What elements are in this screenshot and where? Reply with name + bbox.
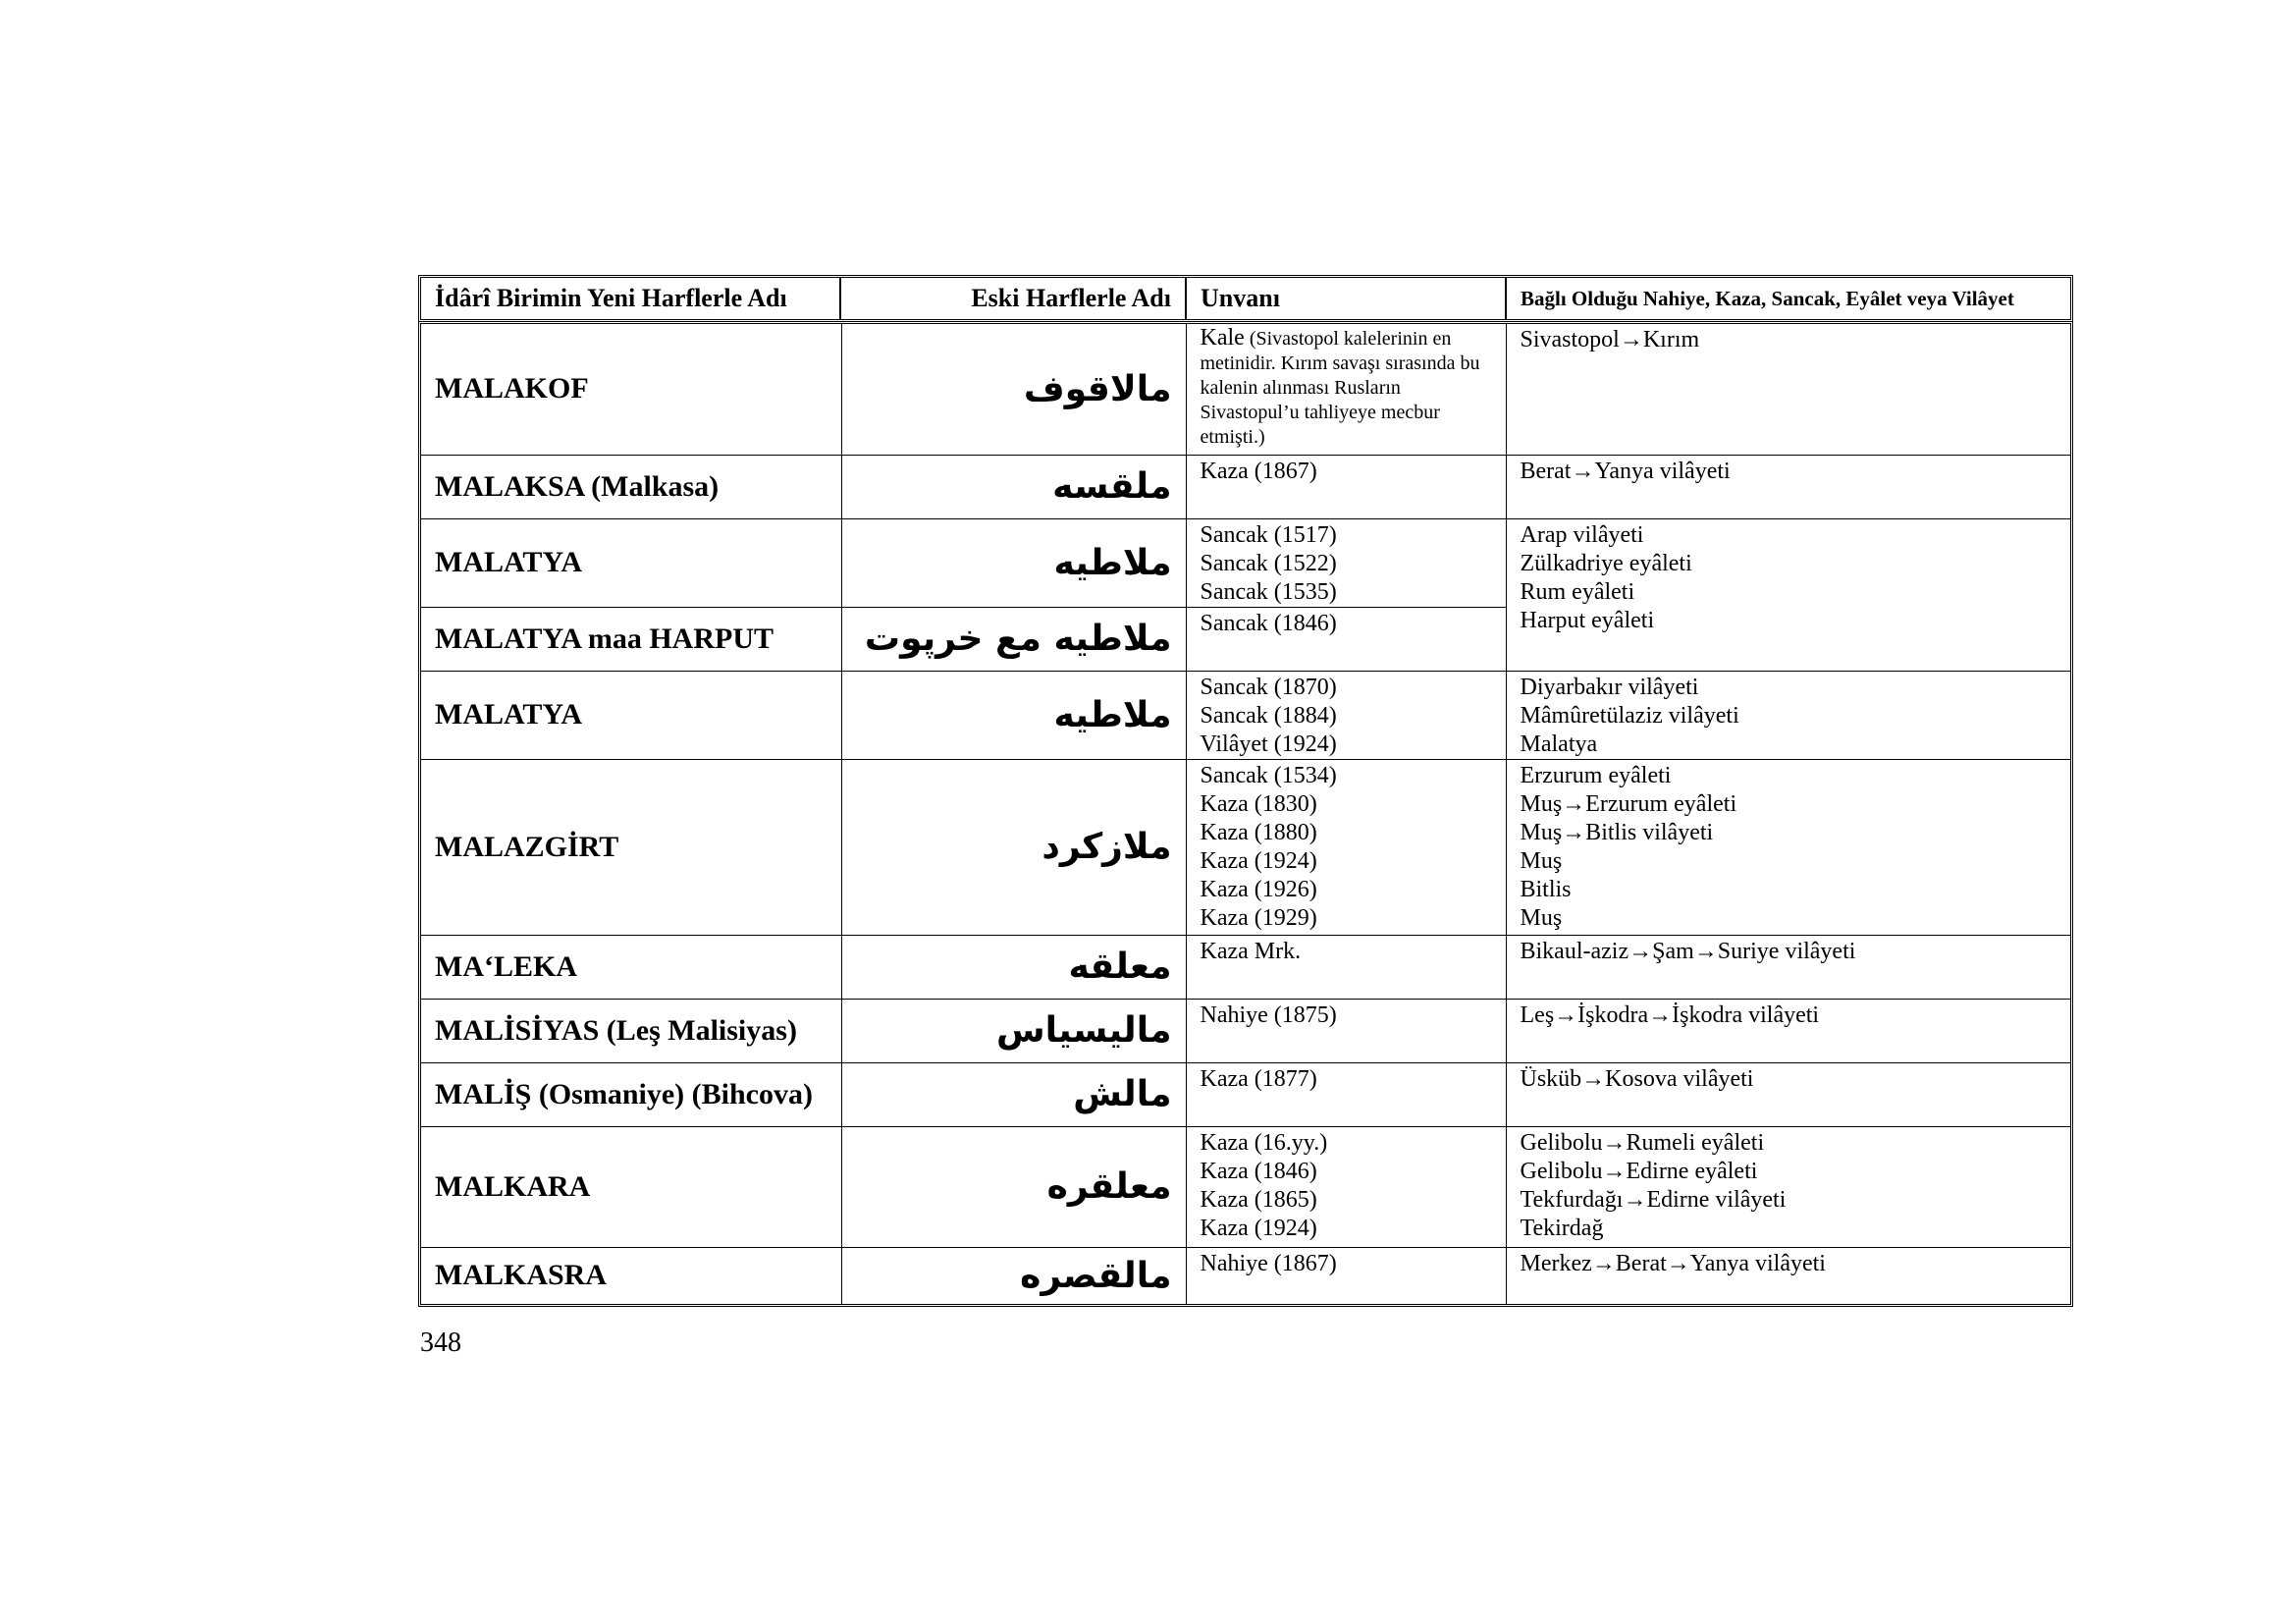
parent-line: Harput eyâleti bbox=[1520, 607, 1655, 633]
title-line: Sancak (1884) bbox=[1200, 702, 1337, 729]
header-title: Unvanı bbox=[1186, 278, 1506, 319]
title-line: Nahiye (1875) bbox=[1200, 1001, 1337, 1028]
old-name-cell: مالقصره bbox=[841, 1247, 1186, 1304]
old-name-cell: ملازكرد bbox=[841, 759, 1186, 935]
title-line: Sancak (1534) bbox=[1200, 762, 1337, 788]
parent-line: Malatya bbox=[1520, 731, 1598, 757]
parent-line: Sivastopol→Kırım bbox=[1520, 327, 1700, 352]
title-line: Kaza (1880) bbox=[1200, 819, 1317, 845]
new-name-cell: MALAKOF bbox=[421, 324, 841, 455]
parent-line: Gelibolu→Rumeli eyâleti bbox=[1520, 1129, 1765, 1156]
title-line: Sancak (1870) bbox=[1200, 674, 1337, 700]
new-name-cell: MALAKSA (Malkasa) bbox=[421, 455, 841, 518]
parent-line: Merkez→Berat→Yanya vilâyeti bbox=[1520, 1250, 1826, 1276]
table-row bbox=[421, 455, 2070, 518]
table-row bbox=[421, 671, 2070, 759]
parent-line: Bikaul-aziz→Şam→Suriye vilâyeti bbox=[1520, 938, 1856, 964]
parent-cell bbox=[1506, 759, 2070, 935]
title-line: Kaza (1846) bbox=[1200, 1158, 1317, 1184]
table-row bbox=[421, 1247, 2070, 1304]
title-line: Kaza (1924) bbox=[1200, 847, 1317, 874]
parent-line: Gelibolu→Edirne eyâleti bbox=[1520, 1158, 1758, 1184]
title-cell bbox=[1186, 671, 1506, 759]
title-line: Kaza (1929) bbox=[1200, 904, 1317, 931]
new-name-cell: MALKASRA bbox=[421, 1247, 841, 1304]
title-cell bbox=[1186, 1062, 1506, 1126]
new-name-cell: MALATYA bbox=[421, 518, 841, 607]
table-row bbox=[421, 999, 2070, 1062]
parent-cell bbox=[1506, 1062, 2070, 1126]
parent-line: Bitlis bbox=[1520, 876, 1572, 902]
title-cell bbox=[1186, 935, 1506, 999]
parent-line: Arap vilâyeti bbox=[1520, 521, 1644, 548]
parent-line: Tekirdağ bbox=[1520, 1215, 1604, 1241]
page-number: 348 bbox=[420, 1327, 461, 1358]
table-row bbox=[421, 1126, 2070, 1247]
new-name-cell: MALİŞ (Osmaniye) (Bihcova) bbox=[421, 1062, 841, 1126]
old-name-cell: ماليسياس bbox=[841, 999, 1186, 1062]
parent-line: Diyarbakır vilâyeti bbox=[1520, 674, 1699, 700]
parent-line: Leş→İşkodra→İşkodra vilâyeti bbox=[1520, 1001, 1820, 1028]
new-name-cell: MALKARA bbox=[421, 1126, 841, 1247]
title-cell bbox=[1186, 518, 1506, 607]
title-line: Vilâyet (1924) bbox=[1200, 731, 1337, 757]
new-name-cell: MALATYA bbox=[421, 671, 841, 759]
header-parent: Bağlı Olduğu Nahiye, Kaza, Sancak, Eyâlet veya Vilâyet bbox=[1521, 286, 2014, 310]
parent-line: Erzurum eyâleti bbox=[1520, 762, 1672, 788]
parent-line: Muş bbox=[1520, 847, 1563, 874]
title-line: Sancak (1846) bbox=[1200, 610, 1337, 636]
parent-line: Muş bbox=[1520, 904, 1563, 931]
parent-cell bbox=[1506, 324, 2070, 455]
title-line: Kaza (1865) bbox=[1200, 1186, 1317, 1213]
table-row bbox=[421, 518, 2070, 607]
header-new-name: İdârî Birimin Yeni Harflerle Adı bbox=[421, 278, 840, 319]
title-line: Kaza (1830) bbox=[1200, 790, 1317, 817]
new-name-cell: MALİSİYAS (Leş Malisiyas) bbox=[421, 999, 841, 1062]
parent-line: Rum eyâleti bbox=[1520, 578, 1635, 605]
parent-cell bbox=[1506, 1126, 2070, 1247]
new-name-cell: MALAZGİRT bbox=[421, 759, 841, 935]
table-row bbox=[421, 935, 2070, 999]
title-lead: Kale bbox=[1200, 325, 1245, 351]
header-old-name: Eski Harflerle Adı bbox=[840, 278, 1186, 319]
parent-line: Zülkadriye eyâleti bbox=[1520, 550, 1692, 576]
title-line: Kaza (1867) bbox=[1200, 458, 1317, 484]
title-line: Nahiye (1867) bbox=[1200, 1250, 1337, 1276]
title-cell bbox=[1186, 759, 1506, 935]
parent-line: Tekfurdağı→Edirne vilâyeti bbox=[1520, 1186, 1787, 1213]
parent-cell bbox=[1506, 999, 2070, 1062]
title-cell bbox=[1186, 324, 1506, 455]
title-line: Sancak (1522) bbox=[1200, 550, 1337, 576]
parent-cell bbox=[1506, 671, 2070, 759]
new-name-cell: MA‘LEKA bbox=[421, 935, 841, 999]
title-line: Sancak (1517) bbox=[1200, 521, 1337, 548]
parent-line: Üsküb→Kosova vilâyeti bbox=[1520, 1065, 1754, 1092]
table-row bbox=[421, 324, 2070, 455]
parent-line: Muş→Bitlis vilâyeti bbox=[1520, 819, 1714, 845]
title-cell bbox=[1186, 455, 1506, 518]
title-note: (Sivastopol kalelerinin en metinidir. Kırım savaşı sırasında bu kalenin alınması Rusların Sivastopul’u tahliyeye mecbur etmişti.) bbox=[1200, 328, 1480, 448]
title-line: Kaza (1926) bbox=[1200, 876, 1317, 902]
old-name-cell: مالاقوف bbox=[841, 324, 1186, 455]
parent-line: Mâmûretülaziz vilâyeti bbox=[1520, 702, 1739, 729]
title-line: Kaza (1877) bbox=[1200, 1065, 1317, 1092]
title-line: Sancak (1535) bbox=[1200, 578, 1337, 605]
title-line: Kaza Mrk. bbox=[1200, 938, 1302, 964]
title-line: Kaza (1924) bbox=[1200, 1215, 1317, 1241]
title-cell bbox=[1186, 1247, 1506, 1304]
old-name-cell: معلقره bbox=[841, 1126, 1186, 1247]
old-name-cell: ملاطيه bbox=[841, 671, 1186, 759]
old-name-cell: ملاطيه bbox=[841, 518, 1186, 607]
parent-cell bbox=[1506, 1247, 2070, 1304]
old-name-cell: ملاطيه مع خرپوت bbox=[841, 607, 1186, 671]
old-name-cell: ملقسه bbox=[841, 455, 1186, 518]
title-cell bbox=[1186, 999, 1506, 1062]
new-name-cell: MALATYA maa HARPUT bbox=[421, 607, 841, 671]
old-name-cell: معلقه bbox=[841, 935, 1186, 999]
title-cell bbox=[1186, 607, 1506, 671]
parent-cell bbox=[1506, 518, 2070, 671]
table-header bbox=[418, 275, 2073, 322]
table-row bbox=[421, 1062, 2070, 1126]
parent-line: Berat→Yanya vilâyeti bbox=[1520, 458, 1731, 484]
parent-cell bbox=[1506, 455, 2070, 518]
title-line: Kaza (16.yy.) bbox=[1200, 1129, 1328, 1156]
parent-cell bbox=[1506, 935, 2070, 999]
parent-line: Muş→Erzurum eyâleti bbox=[1520, 790, 1737, 817]
title-cell bbox=[1186, 1126, 1506, 1247]
table-row bbox=[421, 759, 2070, 935]
data-table bbox=[418, 321, 2073, 1307]
old-name-cell: مالش bbox=[841, 1062, 1186, 1126]
